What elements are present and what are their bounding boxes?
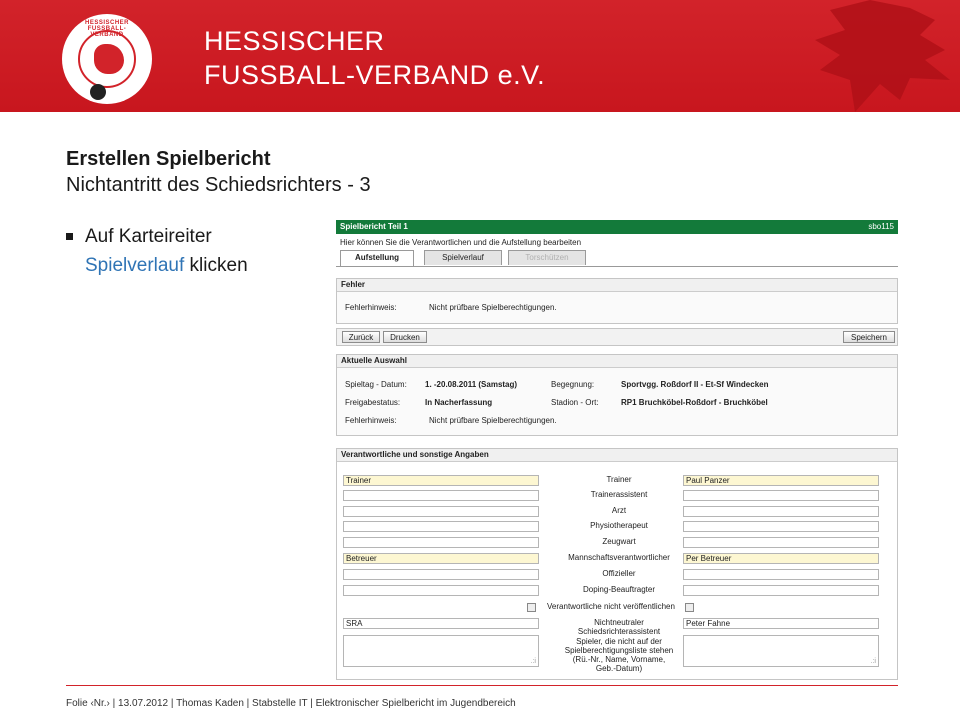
zeugwart-label: Zeugwart <box>602 537 636 546</box>
zeugwart-right-input[interactable] <box>683 537 879 548</box>
back-button[interactable]: Zurück <box>342 331 380 343</box>
trainer-label: Trainer <box>606 475 632 484</box>
bullet-square-icon <box>66 233 73 240</box>
spielbericht-window <box>336 220 898 680</box>
window-hint: Hier können Sie die Verantwortlichen und die Aufstellung bearbeiten <box>340 238 582 247</box>
spieler-label-4: Geb.-Datum) <box>595 664 643 673</box>
print-button[interactable]: Drucken <box>383 331 427 343</box>
spieler-label-2: Spielberechtigungsliste stehen <box>564 646 674 655</box>
fehler-heading: Fehler <box>337 279 897 292</box>
page-subtitle: Nichtantritt des Schiedsrichters - 3 <box>66 174 371 196</box>
page-title: Erstellen Spielbericht <box>66 148 271 170</box>
spieler-label-3: (Rü.-Nr., Name, Vorname, <box>572 655 666 664</box>
doping-left-input[interactable] <box>343 585 539 596</box>
auswahl-fehler-value: Nicht prüfbare Spielberechtigungen. <box>429 416 557 425</box>
spieler-right-textarea[interactable] <box>683 635 879 667</box>
bullet-line1: Auf Karteireiter <box>85 226 212 247</box>
footer-text: Folie ‹Nr.› | 13.07.2012 | Thomas Kaden | Stabstelle IT | Elektronischer Spielbericht im Jugendbereich <box>66 698 516 709</box>
football-icon <box>90 84 106 100</box>
physio-right-input[interactable] <box>683 521 879 532</box>
spielverlauf-link[interactable]: Spielverlauf <box>85 255 185 276</box>
button-bar <box>336 328 898 346</box>
hfv-logo <box>62 14 152 104</box>
physio-label: Physiotherapeut <box>590 521 648 530</box>
auswahl-fehler-label: Fehlerhinweis: <box>345 416 397 425</box>
sra-right-input[interactable]: Peter Fahne <box>683 618 879 629</box>
trainerassistent-right-input[interactable] <box>683 490 879 501</box>
tab-bar <box>336 250 898 267</box>
fehler-value: Nicht prüfbare Spielberechtigungen. <box>429 303 557 312</box>
tab-torschuetzen: Torschützen <box>508 250 586 265</box>
resize-grip-icon: .:i <box>870 658 876 665</box>
offizieller-right-input[interactable] <box>683 569 879 580</box>
bullet-line2 <box>85 251 248 280</box>
spieler-left-textarea[interactable] <box>343 635 539 667</box>
zeugwart-left-input[interactable] <box>343 537 539 548</box>
logo-text: HESSISCHER FUSSBALL-VERBAND <box>84 20 129 38</box>
fehler-section <box>336 278 898 324</box>
window-title: Spielbericht Teil 1 <box>340 222 408 231</box>
spieltag-label: Spieltag - Datum: <box>345 380 407 389</box>
betreuer-right-input[interactable]: Per Betreuer <box>683 553 879 564</box>
org-name-line2: FUSSBALL-VERBAND e.V. <box>204 60 546 90</box>
lion-icon <box>94 44 124 74</box>
auswahl-heading: Aktuelle Auswahl <box>337 355 897 368</box>
arzt-label: Arzt <box>611 506 627 515</box>
trainerassistent-left-input[interactable] <box>343 490 539 501</box>
trainer-right-input[interactable]: Paul Panzer <box>683 475 879 486</box>
verantwortliche-heading: Verantwortliche und sonstige Angaben <box>337 449 897 462</box>
logo-ring <box>78 30 136 88</box>
fehler-label: Fehlerhinweis: <box>345 303 397 312</box>
stadion-value: RP1 Bruchköbel-Roßdorf - Bruchköbel <box>621 398 768 407</box>
lion-watermark-icon <box>760 0 960 112</box>
organization-name <box>204 24 545 92</box>
tab-spielverlauf[interactable]: Spielverlauf <box>424 250 502 265</box>
physio-left-input[interactable] <box>343 521 539 532</box>
verantwortliche-section <box>336 448 898 680</box>
window-code: sbo115 <box>868 222 894 231</box>
header-banner <box>0 0 960 112</box>
nicht-veroeffentlichen-left-checkbox[interactable] <box>527 603 536 612</box>
begegnung-label: Begegnung: <box>551 380 595 389</box>
sra-label-1: Nichtneutraler <box>594 618 644 627</box>
save-button[interactable]: Speichern <box>843 331 895 343</box>
begegnung-value: Sportvgg. Roßdorf II - Et-Sf Windecken <box>621 380 769 389</box>
arzt-left-input[interactable] <box>343 506 539 517</box>
doping-label: Doping-Beauftragter <box>582 585 656 594</box>
footer-divider <box>66 685 898 686</box>
mannschaftsverantwortlicher-label: Mannschaftsverantwortlicher <box>568 553 670 562</box>
offizieller-left-input[interactable] <box>343 569 539 580</box>
tab-aufstellung[interactable]: Aufstellung <box>340 250 414 266</box>
nicht-veroeffentlichen-right-checkbox[interactable] <box>685 603 694 612</box>
trainer-left-input[interactable]: Trainer <box>343 475 539 486</box>
resize-grip-icon: .:i <box>530 658 536 665</box>
doping-right-input[interactable] <box>683 585 879 596</box>
nicht-veroeffentlichen-label: Verantwortliche nicht veröffentlichen <box>547 602 675 611</box>
stadion-label: Stadion - Ort: <box>551 398 599 407</box>
trainerassistent-label: Trainerassistent <box>590 490 648 499</box>
arzt-right-input[interactable] <box>683 506 879 517</box>
spieltag-value: 1. -20.08.2011 (Samstag) <box>425 380 518 389</box>
auswahl-section <box>336 354 898 436</box>
freigabe-value: In Nacherfassung <box>425 398 493 407</box>
bullet-tail: klicken <box>184 255 248 276</box>
sra-left-input[interactable]: SRA <box>343 618 539 629</box>
spieler-label-1: Spieler, die nicht auf der <box>576 637 662 646</box>
sra-label-2: Schiedsrichterassistent <box>577 627 661 636</box>
org-name-line1: HESSISCHER <box>204 26 385 56</box>
freigabe-label: Freigabestatus: <box>345 398 401 407</box>
offizieller-label: Offizieller <box>602 569 636 578</box>
window-titlebar <box>336 220 898 234</box>
betreuer-left-input[interactable]: Betreuer <box>343 553 539 564</box>
